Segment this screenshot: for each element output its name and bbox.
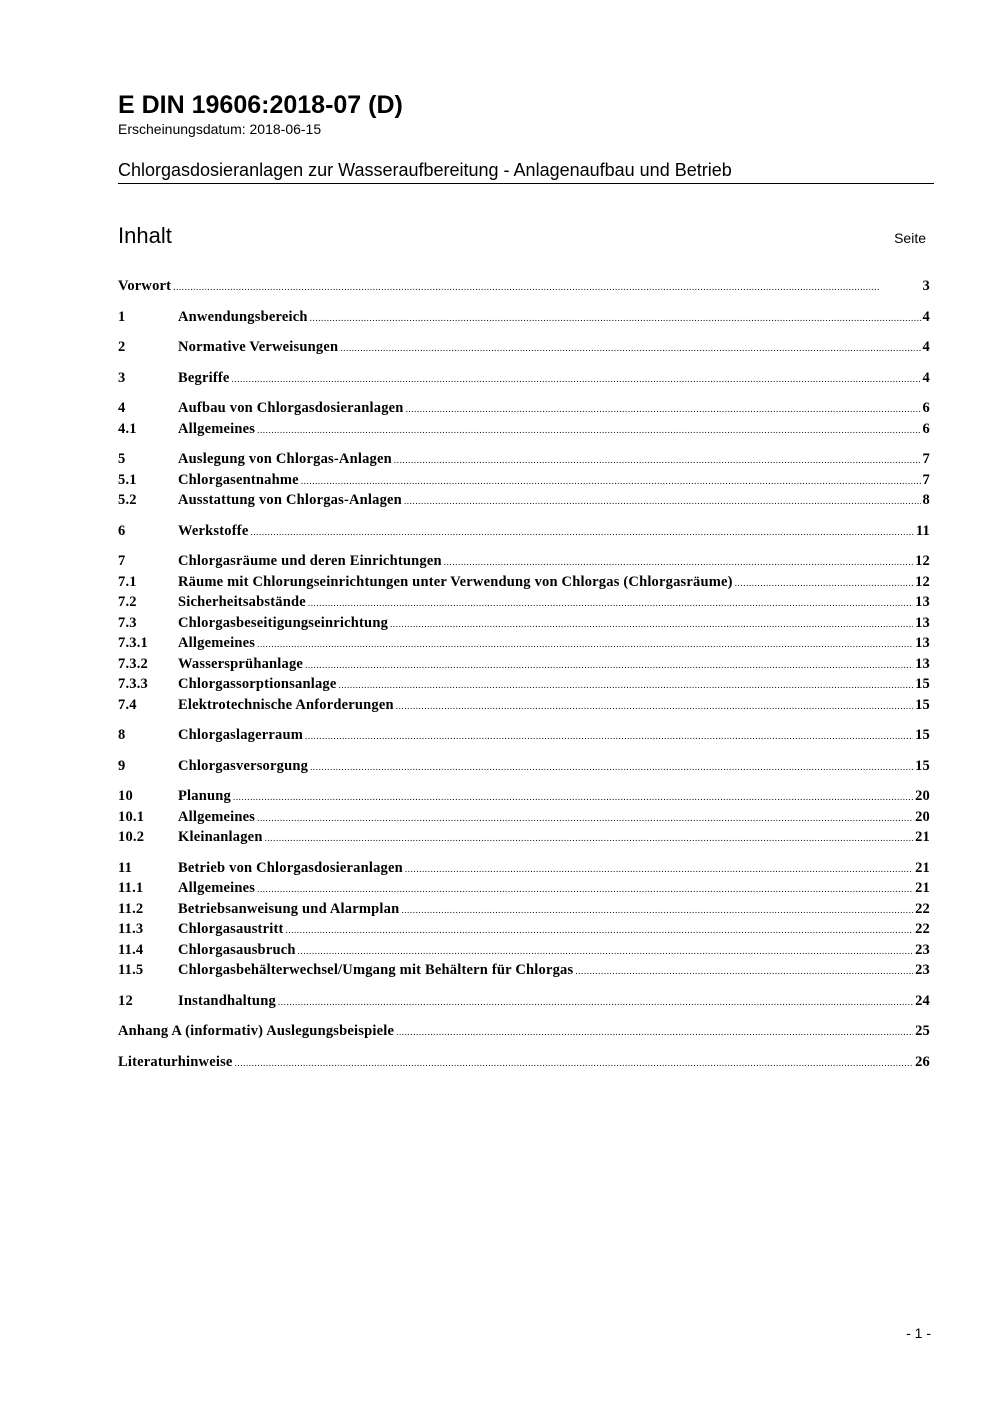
toc-leader-dots (394, 451, 921, 468)
toc-leader-dots (396, 697, 913, 714)
toc-leader-dots (265, 829, 914, 846)
toc-entry-number: 4 (118, 400, 126, 416)
toc-entry-label: Anhang A (informativ) Auslegungsbeispiele (118, 1023, 395, 1039)
toc-page-column-label: Seite (894, 230, 926, 246)
toc-entry-label: Betriebsanweisung und Alarmplan (178, 900, 400, 917)
toc-entry[interactable] (118, 1054, 930, 1075)
toc-leader-dots (444, 553, 913, 570)
toc-entry[interactable] (118, 993, 930, 1014)
toc-leader-dots (305, 656, 913, 673)
toc-entry-page: 24 (915, 992, 930, 1009)
toc-entry-number: 7.4 (118, 696, 137, 713)
toc-leader-dots (257, 809, 913, 826)
document-header (118, 90, 934, 184)
toc-entry-label: Chlorgasbehälterwechsel/Umgang mit Behältern für Chlorgas (178, 962, 574, 978)
toc-entry-number: 7.3.2 (118, 655, 148, 672)
toc-entry-page: 21 (915, 829, 930, 845)
toc-entry-number: 7.2 (118, 594, 137, 610)
toc-entry-page: 23 (915, 941, 930, 958)
toc-entry-label: Betrieb von Chlorgasdosieranlagen (178, 859, 403, 876)
toc-entry-number: 4.1 (118, 420, 137, 437)
toc-entry[interactable] (118, 594, 930, 615)
toc-entry-label: Anwendungsbereich (178, 308, 308, 325)
toc-entry-label: Normative Verweisungen (178, 339, 339, 355)
toc-entry-label: Ausstattung von Chlorgas-Anlagen (178, 492, 402, 508)
toc-entry-page: 7 (922, 471, 930, 488)
toc-leader-dots (305, 727, 913, 744)
toc-entry-label: Elektrotechnische Anforderungen (178, 696, 394, 713)
toc-entry[interactable] (118, 758, 930, 779)
toc-entry-page: 22 (915, 900, 930, 917)
toc-entry-page: 15 (915, 727, 930, 743)
toc-heading: Inhalt (118, 223, 172, 248)
table-of-contents (118, 278, 930, 1074)
toc-entry-label: Planung (178, 788, 231, 804)
toc-entry-label: Auslegung von Chlorgas-Anlagen (178, 451, 392, 467)
toc-leader-dots (340, 339, 920, 356)
toc-entry-number: 10 (118, 788, 133, 804)
toc-leader-dots (406, 400, 921, 417)
toc-entry-label: Chlorgasbeseitigungseinrichtung (178, 614, 389, 631)
toc-entry-page: 21 (915, 859, 930, 876)
toc-entry-number: 8 (118, 727, 126, 743)
toc-entry-page: 13 (915, 614, 930, 631)
toc-entry-label: Kleinanlagen (178, 829, 263, 845)
toc-entry-label: Literaturhinweise (118, 1053, 233, 1070)
toc-entry-number: 10.2 (118, 829, 145, 845)
toc-leader-dots (257, 880, 913, 897)
toc-entry-page: 20 (915, 788, 930, 804)
toc-entry-page: 11 (915, 522, 930, 539)
toc-entry[interactable] (118, 860, 930, 881)
toc-entry-number: 11.4 (118, 941, 144, 958)
toc-entry[interactable] (118, 676, 930, 697)
page-number: - 1 - (906, 1325, 931, 1341)
toc-entry-page: 26 (915, 1053, 930, 1070)
toc-entry-page: 21 (915, 880, 930, 896)
toc-entry[interactable] (118, 370, 930, 391)
toc-entry[interactable] (118, 880, 930, 901)
document-title: Chlorgasdosieranlagen zur Wasseraufbereitung - Anlagenaufbau und Betrieb (118, 159, 934, 184)
toc-entry[interactable] (118, 962, 930, 983)
toc-entry-number: 10.1 (118, 808, 145, 825)
toc-entry-label: Allgemeines (178, 635, 256, 651)
toc-leader-dots (233, 788, 913, 805)
toc-entry-number: 9 (118, 757, 126, 774)
toc-entry-number: 5 (118, 451, 126, 467)
toc-entry-page: 20 (915, 808, 930, 825)
toc-entry[interactable] (118, 788, 930, 809)
toc-entry-label: Chlorgasausbruch (178, 941, 296, 958)
toc-entry[interactable] (118, 615, 930, 636)
toc-entry[interactable] (118, 901, 930, 922)
toc-entry-number: 6 (118, 522, 126, 539)
toc-entry-page: 4 (922, 369, 930, 386)
toc-entry-label: Chlorgassorptionsanlage (178, 676, 337, 692)
toc-entry[interactable] (118, 339, 930, 360)
toc-leader-dots (301, 472, 921, 489)
toc-entry-page: 25 (915, 1023, 930, 1039)
toc-entry-number: 11 (118, 859, 133, 876)
toc-leader-dots (404, 492, 921, 509)
toc-entry-number: 2 (118, 339, 126, 355)
toc-entry-page: 12 (915, 573, 930, 590)
toc-entry[interactable] (118, 656, 930, 677)
toc-entry-page: 22 (915, 921, 930, 937)
toc-entry[interactable] (118, 309, 930, 330)
toc-entry-label: Chlorgasversorgung (178, 757, 309, 774)
toc-leader-dots (173, 278, 920, 295)
toc-leader-dots (405, 860, 913, 877)
toc-entry-page: 15 (915, 676, 930, 692)
toc-entry-page: 4 (922, 308, 930, 325)
toc-entry-number: 5.2 (118, 492, 137, 508)
toc-entry-label: Allgemeines (178, 808, 256, 825)
toc-entry-page: 13 (915, 594, 930, 610)
toc-entry[interactable] (118, 727, 930, 748)
toc-leader-dots (390, 615, 913, 632)
document-id: E DIN 19606:2018-07 (D) (118, 91, 403, 119)
toc-entry-label: Vorwort (118, 278, 172, 294)
toc-leader-dots (250, 523, 913, 540)
toc-entry-number: 11.1 (118, 880, 144, 896)
toc-leader-dots (235, 1054, 914, 1071)
toc-entry-page: 13 (915, 655, 930, 672)
toc-entry-page: 6 (922, 400, 930, 416)
toc-leader-dots (286, 921, 914, 938)
toc-entry-page: 13 (915, 635, 930, 651)
toc-entry-label: Chlorgasräume und deren Einrichtungen (178, 553, 442, 569)
toc-entry-label: Allgemeines (178, 880, 256, 896)
toc-entry-label: Chlorgasentnahme (178, 471, 299, 488)
toc-entry-label: Chlorgasaustritt (178, 921, 284, 937)
toc-entry-label: Sicherheitsabstände (178, 594, 306, 610)
toc-entry-number: 11.2 (118, 900, 144, 917)
toc-entry[interactable] (118, 523, 930, 544)
toc-entry-number: 5.1 (118, 471, 137, 488)
toc-entry[interactable] (118, 574, 930, 595)
toc-entry[interactable] (118, 635, 930, 656)
toc-entry-page: 15 (915, 696, 930, 713)
toc-entry[interactable] (118, 451, 930, 472)
toc-entry-label: Allgemeines (178, 420, 256, 437)
toc-leader-dots (735, 574, 913, 591)
toc-leader-dots (338, 676, 913, 693)
toc-leader-dots (310, 758, 913, 775)
toc-entry-number: 7.3 (118, 614, 137, 631)
toc-entry-number: 11.5 (118, 962, 144, 978)
toc-entry-number: 1 (118, 308, 126, 325)
toc-leader-dots (575, 962, 913, 979)
toc-header (118, 222, 926, 252)
toc-entry-page: 8 (922, 492, 930, 508)
toc-leader-dots (278, 993, 913, 1010)
toc-entry[interactable] (118, 697, 930, 718)
toc-entry-page: 12 (915, 553, 930, 569)
toc-entry[interactable] (118, 553, 930, 574)
toc-entry[interactable] (118, 921, 930, 942)
toc-entry-number: 7.1 (118, 573, 137, 590)
toc-entry-page: 23 (915, 962, 930, 978)
toc-leader-dots (257, 421, 920, 438)
toc-entry-page: 7 (922, 451, 930, 467)
toc-entry-label: Begriffe (178, 369, 230, 386)
toc-entry-number: 7 (118, 553, 126, 569)
toc-entry[interactable] (118, 472, 930, 493)
toc-leader-dots (396, 1023, 913, 1040)
toc-entry[interactable] (118, 1023, 930, 1044)
toc-entry[interactable] (118, 809, 930, 830)
toc-entry-label: Wassersprühanlage (178, 655, 304, 672)
toc-entry-label: Chlorgaslagerraum (178, 727, 304, 743)
toc-leader-dots (401, 901, 913, 918)
toc-leader-dots (232, 370, 921, 387)
toc-entry-label: Aufbau von Chlorgasdosieranlagen (178, 400, 404, 416)
toc-entry[interactable] (118, 492, 930, 513)
toc-entry-label: Instandhaltung (178, 992, 276, 1009)
toc-entry-number: 3 (118, 369, 126, 386)
publication-date: Erscheinungsdatum: 2018-06-15 (118, 121, 322, 137)
toc-entry-label: Werkstoffe (178, 522, 249, 539)
toc-entry-label: Räume mit Chlorungseinrichtungen unter Verwendung von Chlorgas (Chlorgasräume) (178, 573, 733, 590)
toc-leader-dots (308, 594, 913, 611)
toc-entry-number: 7.3.3 (118, 676, 148, 692)
toc-entry[interactable] (118, 400, 930, 421)
toc-entry-page: 6 (922, 420, 930, 437)
toc-entry[interactable] (118, 278, 930, 299)
toc-entry[interactable] (118, 829, 930, 850)
toc-entry-page: 3 (922, 278, 930, 294)
toc-leader-dots (298, 942, 913, 959)
toc-entry-number: 11.3 (118, 921, 144, 937)
toc-leader-dots (257, 635, 913, 652)
toc-entry-number: 12 (118, 992, 133, 1009)
toc-entry-page: 4 (922, 339, 930, 355)
toc-entry[interactable] (118, 942, 930, 963)
toc-entry-number: 7.3.1 (118, 635, 148, 651)
toc-entry[interactable] (118, 421, 930, 442)
toc-entry-page: 15 (915, 757, 930, 774)
toc-leader-dots (310, 309, 921, 326)
